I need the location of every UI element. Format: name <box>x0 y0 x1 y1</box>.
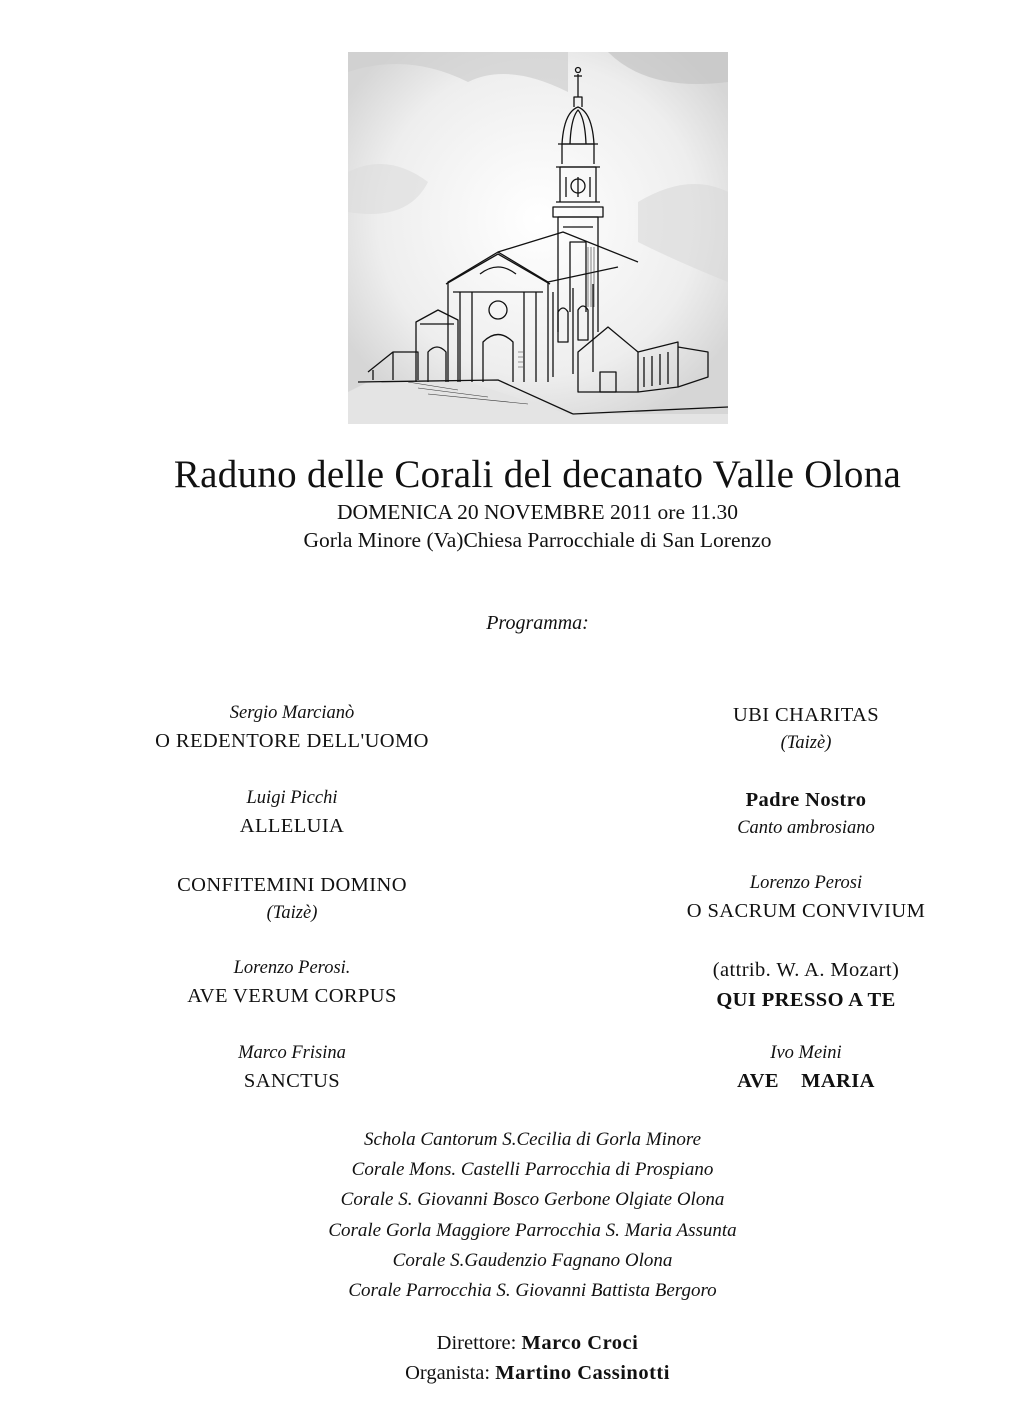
choirs-list <box>0 1125 1035 1306</box>
event-location: Gorla Minore (Va)Chiesa Parrocchiale di San Lorenzo <box>303 528 772 552</box>
director-line <box>40 1328 1035 1358</box>
work-title: SANCTUS <box>243 1070 341 1092</box>
program-left-column <box>92 700 492 1125</box>
work-note: (Taizè) <box>266 903 318 923</box>
composer-name: (attrib. W. A. Mozart) <box>712 959 900 981</box>
organist-line <box>40 1358 1035 1388</box>
composer-name: Luigi Picchi <box>246 788 338 808</box>
program-item <box>606 1040 1006 1125</box>
program-item <box>92 870 492 955</box>
organist-name: Martino Cassinotti <box>495 1362 670 1384</box>
choir-item: Corale Parrocchia S. Giovanni Battista Bergoro <box>348 1280 717 1302</box>
work-title: O SACRUM CONVIVIUM <box>686 900 926 922</box>
work-title: UBI CHARITAS <box>732 704 880 726</box>
work-note: Canto ambrosiano <box>737 818 875 838</box>
work-title: AVE MARIA <box>737 1070 875 1092</box>
work-title: Padre Nostro <box>745 789 867 811</box>
program-item <box>92 785 492 870</box>
work-title: ALLELUIA <box>239 815 345 837</box>
program-right-column <box>606 700 1006 1125</box>
program-item <box>92 700 492 785</box>
work-title: CONFITEMINI DOMINO <box>177 874 407 896</box>
program-item <box>606 785 1006 870</box>
work-title: QUI PRESSO A TE <box>716 989 896 1011</box>
choir-item: Schola Cantorum S.Cecilia di Gorla Minore <box>363 1129 702 1150</box>
organist-label: Organista: <box>405 1362 491 1384</box>
composer-name: Ivo Meini <box>770 1043 842 1063</box>
work-title: AVE VERUM CORPUS <box>187 985 397 1007</box>
event-date: DOMENICA 20 NOVEMBRE 2011 ore 11.30 <box>337 500 738 524</box>
choir-item: Corale Mons. Castelli Parrocchia di Prospiano <box>351 1159 714 1181</box>
director-name: Marco Croci <box>521 1332 639 1354</box>
credits <box>0 1328 1035 1388</box>
event-title: Raduno delle Corali del decanato Valle Olona <box>173 453 902 496</box>
choir-item: Corale Gorla Maggiore Parrocchia S. Maria Assunta <box>328 1219 737 1241</box>
church-sketch-icon <box>348 52 728 424</box>
composer-name: Sergio Marcianò <box>229 703 355 723</box>
program-item <box>606 955 1006 1040</box>
choir-item: Corale S.Gaudenzio Fagnano Olona <box>392 1249 673 1271</box>
work-note: (Taizè) <box>780 733 832 753</box>
work-title: O REDENTORE DELL'UOMO <box>155 730 429 752</box>
program-heading: Programma: <box>486 612 589 634</box>
program-item <box>92 1040 492 1125</box>
composer-name: Marco Frisina <box>238 1043 346 1063</box>
choir-item: Corale S. Giovanni Bosco Gerbone Olgiate Olona <box>340 1189 725 1211</box>
program-item <box>606 700 1006 785</box>
program-item <box>606 870 1006 955</box>
composer-name: Lorenzo Perosi. <box>233 958 351 978</box>
program-item <box>92 955 492 1040</box>
composer-name: Lorenzo Perosi <box>749 873 863 893</box>
director-label: Direttore: <box>436 1332 517 1354</box>
